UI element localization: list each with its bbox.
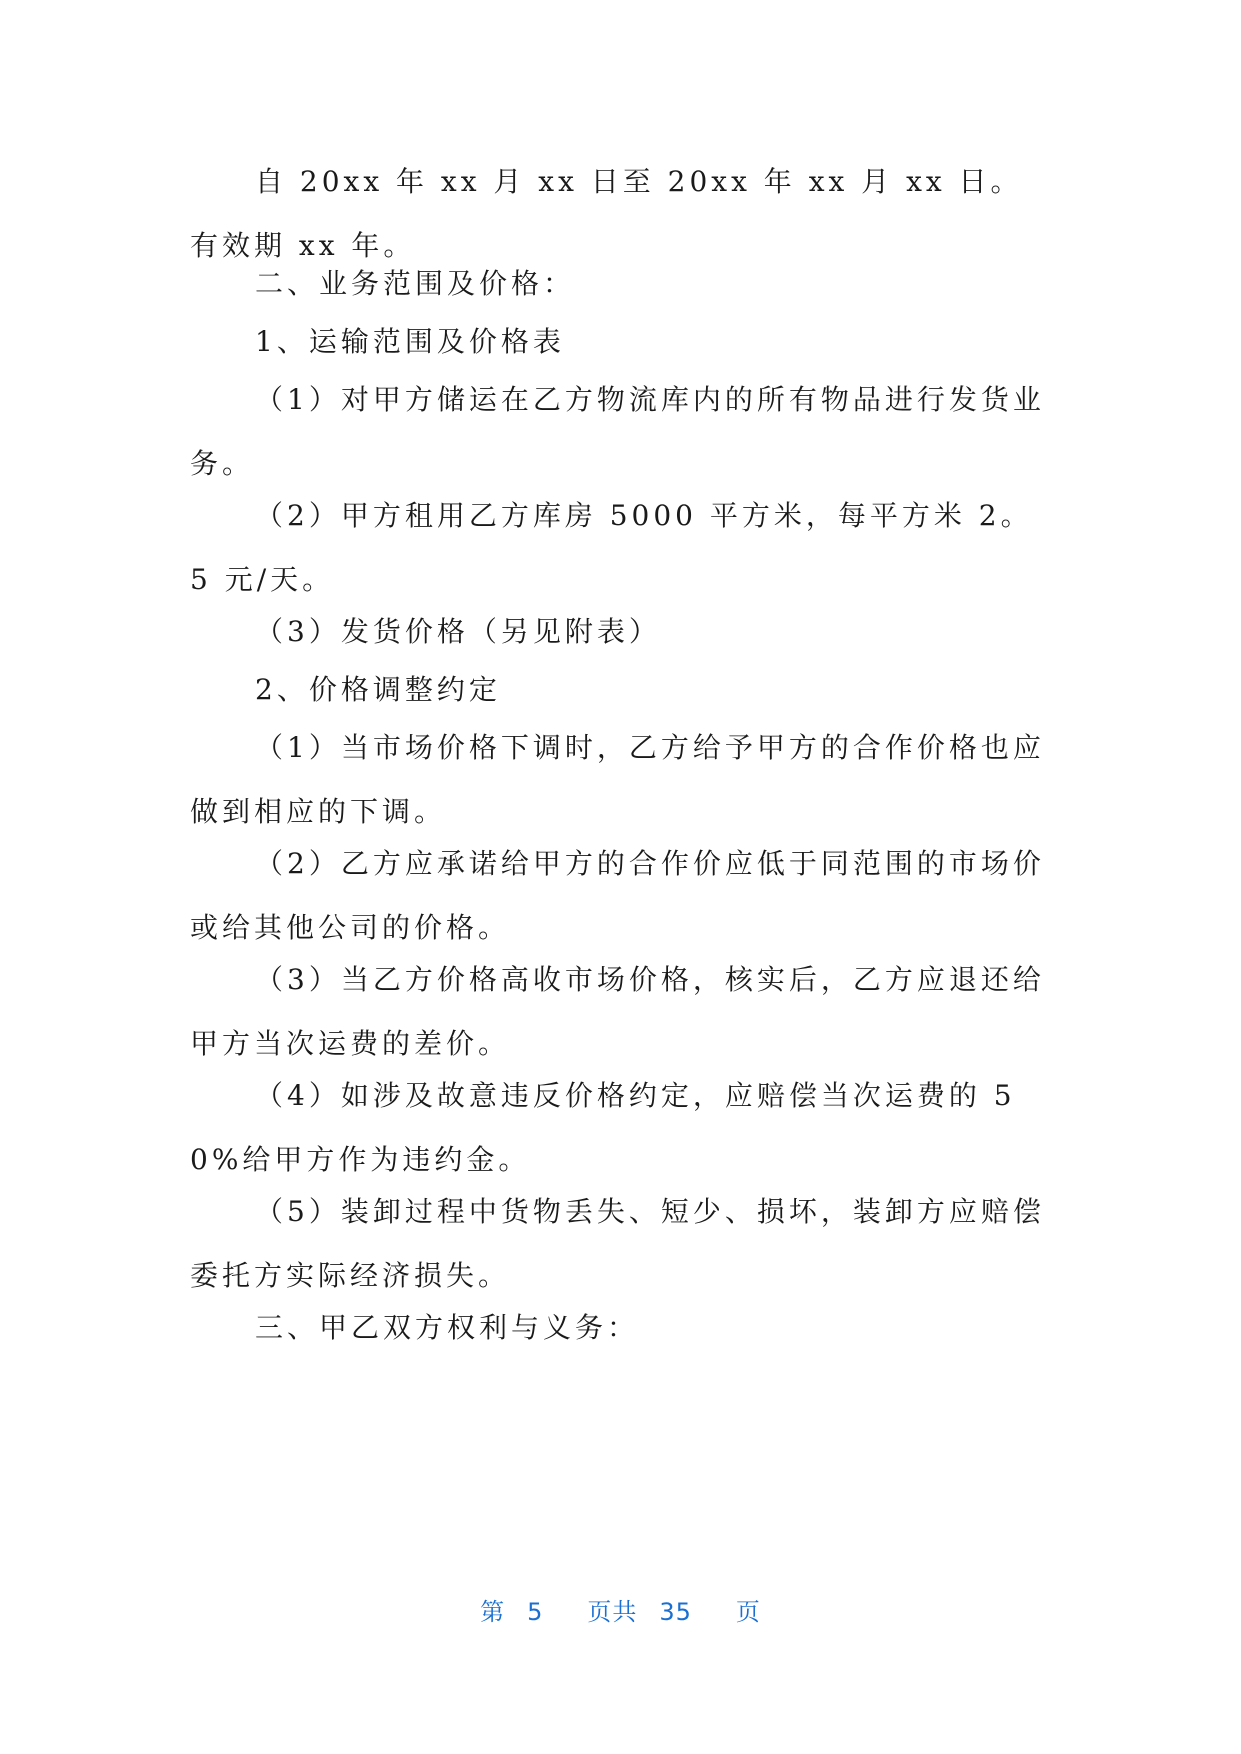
section-heading-rights-obligations: 三、甲乙双方权利与义务：	[255, 1311, 640, 1344]
footer-suffix: 页	[735, 1598, 761, 1626]
footer-page-number: 5	[527, 1598, 544, 1626]
paragraph-adjust-item-3: （3）当乙方价格高收市场价格，核实后，乙方应退还给甲方当次运费的差价。	[190, 963, 1045, 1060]
paragraph-item-1-shipping: （1）对甲方储运在乙方物流库内的所有物品进行发货业务。	[190, 383, 1045, 480]
section-heading-business-scope: 二、业务范围及价格：	[255, 267, 576, 300]
footer-prefix: 第	[480, 1598, 506, 1626]
paragraph-adjust-item-1: （1）当市场价格下调时，乙方给予甲方的合作价格也应做到相应的下调。	[190, 731, 1045, 828]
subsection-heading-price-adjustment: 2、价格调整约定	[255, 673, 501, 706]
page-footer	[0, 1592, 1241, 1627]
paragraph-item-3-shipping-price: （3）发货价格（另见附表）	[255, 615, 661, 648]
subsection-heading-transport-scope: 1、运输范围及价格表	[255, 325, 565, 358]
paragraph-adjust-item-4: （4）如涉及故意违反价格约定，应赔偿当次运费的 50%给甲方作为违约金。	[190, 1079, 1016, 1176]
paragraph-adjust-item-2: （2）乙方应承诺给甲方的合作价应低于同范围的市场价或给其他公司的价格。	[190, 847, 1045, 944]
paragraph-adjust-item-5: （5）装卸过程中货物丢失、短少、损坏，装卸方应赔偿委托方实际经济损失。	[190, 1195, 1045, 1292]
footer-total-pages: 35	[659, 1598, 692, 1626]
footer-middle: 页共	[587, 1598, 638, 1626]
paragraph-validity-period: 自 20xx 年 xx 月 xx 日至 20xx 年 xx 月 xx 日。有效期 xx 年。	[190, 165, 1023, 262]
paragraph-item-2-warehouse-rent: （2）甲方租用乙方库房 5000 平方米，每平方米 2。5 元/天。	[190, 499, 1033, 596]
